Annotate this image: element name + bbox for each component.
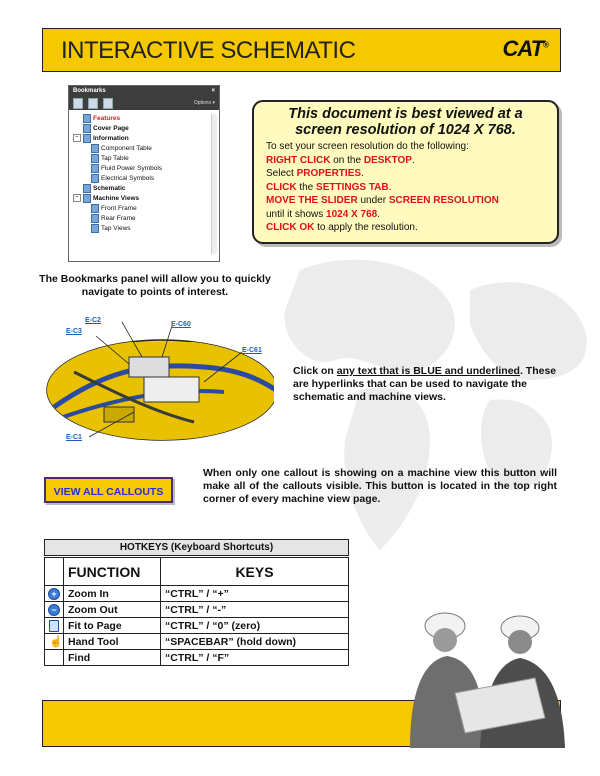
note-steps: To set your screen resolution do the following: RIGHT CLICK on the DESKTOP. Select PROPERTIES. CLICK the SETTINGS TAB. MOVE THE SLIDER under SCREEN RESOLUTION until it shows 1024 X 768. CLICK OK to apply the resolution. bbox=[266, 141, 499, 233]
callout-link-e-c3[interactable]: E-C3 bbox=[66, 328, 82, 335]
resolution-note bbox=[252, 100, 559, 244]
callout-link-e-c60[interactable]: E-C60 bbox=[171, 321, 191, 328]
delete-bookmark-icon[interactable] bbox=[73, 98, 83, 109]
bookmark-icon bbox=[91, 154, 99, 163]
bookmark-icon bbox=[91, 174, 99, 183]
bookmark-component-table[interactable]: Component Table bbox=[73, 143, 219, 153]
world-map-watermark bbox=[240, 230, 600, 590]
expand-bookmark-icon[interactable] bbox=[103, 98, 113, 109]
bookmark-icon bbox=[83, 194, 91, 203]
bookmark-rear-frame[interactable]: Rear Frame bbox=[73, 213, 219, 223]
collapse-icon[interactable]: − bbox=[73, 134, 81, 142]
bookmark-list bbox=[69, 110, 219, 233]
table-row: ☝ Hand Tool “SPACEBAR” (hold down) bbox=[45, 634, 349, 650]
bookmark-icon bbox=[83, 134, 91, 143]
bookmark-front-frame[interactable]: Front Frame bbox=[73, 203, 219, 213]
bookmarks-titlebar: Bookmarks × bbox=[69, 86, 219, 96]
collapse-icon[interactable]: − bbox=[73, 194, 81, 202]
machine-diagram bbox=[44, 312, 274, 462]
bookmark-cover-page[interactable]: Cover Page bbox=[73, 123, 219, 133]
new-bookmark-icon[interactable] bbox=[88, 98, 98, 109]
page-title: INTERACTIVE SCHEMATIC bbox=[61, 37, 356, 64]
column-header-keys: KEYS bbox=[161, 558, 349, 586]
close-icon[interactable]: × bbox=[211, 88, 215, 94]
bookmark-icon bbox=[91, 204, 99, 213]
table-row: Find “CTRL” / “F” bbox=[45, 650, 349, 666]
bookmarks-toolbar bbox=[69, 96, 219, 110]
cat-logo: CAT® bbox=[502, 36, 548, 61]
bookmark-features[interactable]: Features bbox=[73, 113, 219, 123]
header-bar bbox=[42, 28, 561, 72]
table-row: − Zoom Out “CTRL” / “-” bbox=[45, 602, 349, 618]
options-menu[interactable]: Options ▾ bbox=[193, 100, 215, 106]
workers-photo bbox=[385, 598, 575, 748]
bookmark-tap-table[interactable]: Tap Table bbox=[73, 153, 219, 163]
bookmark-information[interactable]: − Information bbox=[73, 133, 219, 143]
view-all-description: When only one callout is showing on a machine view this button will make all of the callouts visible. This button is located in the top right corner of every machine view page. bbox=[203, 467, 557, 505]
callout-link-e-c1[interactable]: E-C1 bbox=[66, 434, 82, 441]
callout-link-e-c2[interactable]: E-C2 bbox=[85, 317, 101, 324]
table-row: Fit to Page “CTRL” / “0” (zero) bbox=[45, 618, 349, 634]
table-header-row bbox=[45, 558, 349, 586]
hotkeys-table bbox=[44, 557, 349, 666]
bookmark-tap-views[interactable]: Tap Views bbox=[73, 223, 219, 233]
bookmark-icon bbox=[83, 114, 91, 123]
bookmarks-scrollbar[interactable] bbox=[211, 114, 217, 254]
column-header-function: FUNCTION bbox=[64, 558, 161, 586]
bookmarks-panel bbox=[68, 85, 220, 262]
bookmark-icon bbox=[91, 214, 99, 223]
hotkeys-title: HOTKEYS (Keyboard Shortcuts) bbox=[44, 539, 349, 556]
bookmark-icon bbox=[91, 224, 99, 233]
bookmark-fluid-power-symbols[interactable]: Fluid Power Symbols bbox=[73, 163, 219, 173]
bookmark-machine-views[interactable]: − Machine Views bbox=[73, 193, 219, 203]
zoom-in-icon: + bbox=[48, 588, 60, 600]
bookmark-icon bbox=[91, 164, 99, 173]
hand-tool-icon: ☝ bbox=[49, 635, 63, 648]
bookmark-schematic[interactable]: Schematic bbox=[73, 183, 219, 193]
fit-page-icon bbox=[49, 620, 59, 632]
view-all-callouts-button[interactable]: VIEW ALL CALLOUTS bbox=[44, 477, 173, 503]
hyperlink-note: Click on any text that is BLUE and underlined. These are hyperlinks that can be used to navigate the schematic and machine views. bbox=[293, 365, 557, 403]
bookmarks-caption: The Bookmarks panel will allow you to quickly navigate to points of interest. bbox=[39, 273, 271, 298]
bookmark-icon bbox=[91, 144, 99, 153]
bookmark-icon bbox=[83, 184, 91, 193]
note-heading: This document is best viewed at a screen resolution of 1024 X 768. bbox=[288, 106, 523, 138]
bookmark-icon bbox=[83, 124, 91, 133]
zoom-out-icon: − bbox=[48, 604, 60, 616]
table-row: + Zoom In “CTRL” / “+” bbox=[45, 586, 349, 602]
callout-link-e-c61[interactable]: E-C61 bbox=[242, 347, 262, 354]
bookmark-electrical-symbols[interactable]: Electrical Symbols bbox=[73, 173, 219, 183]
